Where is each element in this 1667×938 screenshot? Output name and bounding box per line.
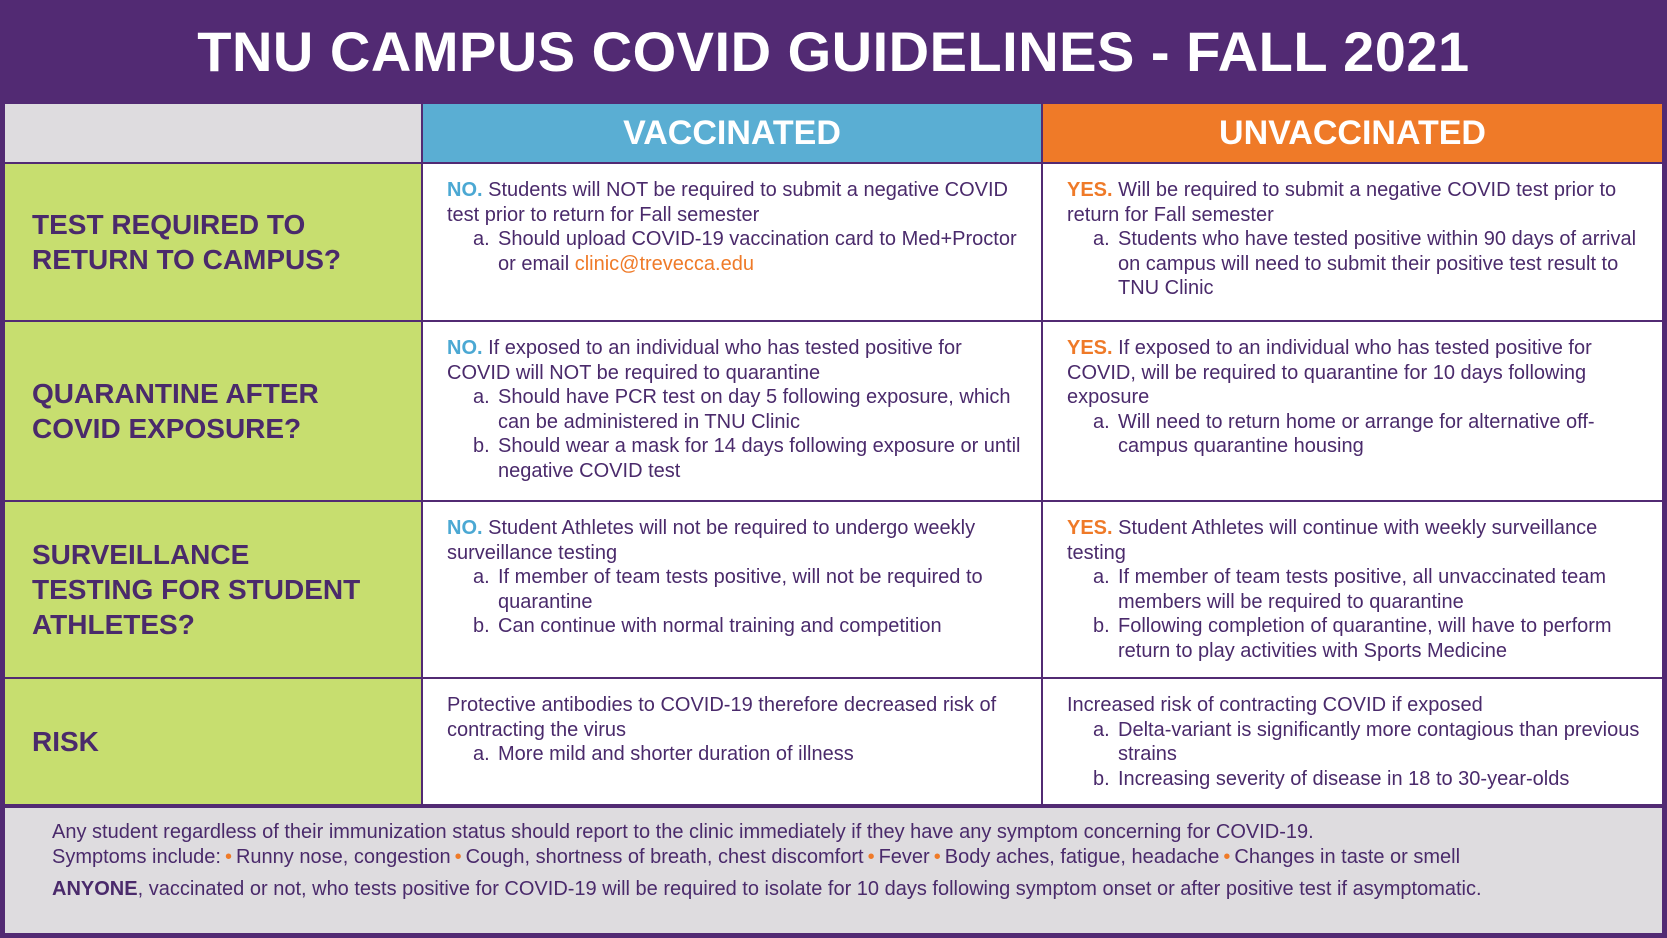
vaccinated-cell-quarantine xyxy=(423,322,1043,502)
vaccinated-cell-test-required xyxy=(423,164,1043,322)
list-text xyxy=(498,742,1029,767)
row-label-quarantine: QUARANTINE AFTER COVID EXPOSURE? xyxy=(5,322,423,502)
clinic-email-link[interactable]: clinic@trevecca.edu xyxy=(574,252,754,275)
yes-answer: YES. xyxy=(1067,517,1113,539)
cell-summary xyxy=(1067,178,1650,227)
symptoms-label: Symptoms include: xyxy=(52,846,221,868)
no-answer: NO. xyxy=(447,337,483,359)
list-item xyxy=(1067,565,1650,614)
unvaccinated-header: UNVACCINATED xyxy=(1043,104,1662,164)
summary-text: Students will NOT be required to submit a negative COVID test prior to return for Fall semester xyxy=(447,179,1008,226)
footer-clinic-notice: Any student regardless of their immunization status should report to the clinic immediately if they have any symptom concerning for COVID-19. xyxy=(52,821,1314,843)
list-item xyxy=(1067,614,1650,663)
unvaccinated-cell-surveillance xyxy=(1043,502,1662,679)
list-item xyxy=(447,565,1029,614)
list-text xyxy=(1118,565,1650,614)
list-marker: b. xyxy=(1093,767,1110,790)
summary-text: If exposed to an individual who has tested positive for COVID will NOT be required to quarantine xyxy=(447,337,962,384)
yes-answer: YES. xyxy=(1067,337,1113,359)
list-text xyxy=(498,385,1029,434)
sub-items xyxy=(1067,565,1650,663)
list-text xyxy=(1118,410,1650,459)
list-text-body: Students who have tested positive within 90 days of arrival on campus will need to submit their positive test result to TNU Clinic xyxy=(1118,228,1637,299)
sub-items xyxy=(1067,410,1650,459)
bullet-dot-icon: • xyxy=(867,846,875,868)
list-marker: a. xyxy=(1093,566,1110,588)
summary-text: Student Athletes will not be required to undergo weekly surveillance testing xyxy=(447,517,976,564)
list-text-body: Increasing severity of disease in 18 to 30-year-olds xyxy=(1118,767,1570,790)
no-answer: NO. xyxy=(447,517,483,539)
list-item xyxy=(1067,410,1650,459)
header-blank-cell xyxy=(5,104,423,164)
list-marker: a. xyxy=(473,228,490,250)
list-text-body: Can continue with normal training and competition xyxy=(498,615,942,637)
list-text-body: Should upload COVID-19 vaccination card to Med+Proctor or email xyxy=(498,228,1017,275)
vaccinated-cell-risk xyxy=(423,679,1043,806)
cell-summary xyxy=(447,336,1029,385)
list-text xyxy=(498,565,1029,614)
cell-summary xyxy=(1067,693,1650,718)
list-text xyxy=(498,227,1029,276)
list-text-body: If member of team tests positive, will not be required to quarantine xyxy=(498,566,983,613)
symptom-item: Changes in taste or smell xyxy=(1234,846,1461,868)
yes-answer: YES. xyxy=(1067,179,1113,201)
list-item xyxy=(447,614,1029,639)
no-answer: NO. xyxy=(447,179,483,201)
summary-text: If exposed to an individual who has tested positive for COVID, will be required to quarantine for 10 days following exposure xyxy=(1067,337,1592,408)
list-text-body: More mild and shorter duration of illness xyxy=(498,743,854,765)
vaccinated-cell-surveillance xyxy=(423,502,1043,679)
bullet-dot-icon: • xyxy=(454,846,462,868)
cell-summary xyxy=(447,178,1029,227)
bullet-dot-icon: • xyxy=(933,846,941,868)
footer-notice xyxy=(5,808,1662,933)
list-text-body: If member of team tests positive, all unvaccinated team members will be required to quarantine xyxy=(1118,566,1606,613)
list-text xyxy=(1118,767,1650,792)
list-marker: a. xyxy=(473,743,490,765)
list-item xyxy=(447,434,1029,483)
page-title: TNU CAMPUS COVID GUIDELINES - FALL 2021 xyxy=(197,19,1470,83)
list-marker: a. xyxy=(473,386,490,408)
anyone-emphasis: ANYONE xyxy=(52,878,138,900)
sub-items xyxy=(1067,227,1650,301)
symptom-item: Body aches, fatigue, headache xyxy=(944,846,1220,868)
unvaccinated-cell-risk xyxy=(1043,679,1662,806)
summary-text: Will be required to submit a negative COVID test prior to return for Fall semester xyxy=(1067,179,1617,226)
list-marker: a. xyxy=(473,566,490,588)
list-text-body: Should have PCR test on day 5 following exposure, which can be administered in TNU Clinic xyxy=(498,386,1011,433)
sub-items xyxy=(1067,718,1650,792)
sub-items xyxy=(447,227,1029,276)
list-text-body: Will need to return home or arrange for alternative off-campus quarantine housing xyxy=(1118,410,1595,457)
list-text xyxy=(498,614,1029,639)
unvaccinated-cell-test-required xyxy=(1043,164,1662,322)
cell-summary xyxy=(447,516,1029,565)
list-text xyxy=(498,434,1029,483)
bullet-dot-icon: • xyxy=(224,846,232,868)
sub-items xyxy=(447,385,1029,483)
row-label-test-required: TEST REQUIRED TO RETURN TO CAMPUS? xyxy=(5,164,423,322)
list-item xyxy=(1067,227,1650,301)
list-item xyxy=(447,742,1029,767)
summary-text: Protective antibodies to COVID-19 therefore decreased risk of contracting the virus xyxy=(447,694,997,741)
summary-text: Increased risk of contracting COVID if exposed xyxy=(1067,694,1483,716)
sub-items xyxy=(447,742,1029,767)
list-item xyxy=(1067,718,1650,767)
symptom-item: Runny nose, congestion xyxy=(235,846,451,868)
list-marker: a. xyxy=(1093,410,1110,433)
list-marker: a. xyxy=(1093,718,1110,741)
isolation-text: , vaccinated or not, who tests positive for COVID-19 will be required to isolate for 10 days following symptom onset or after positive test if asymptomatic. xyxy=(137,878,1482,900)
list-item xyxy=(1067,767,1650,792)
list-marker: b. xyxy=(473,615,490,637)
list-marker: b. xyxy=(473,435,490,457)
summary-text: Student Athletes will continue with weekly surveillance testing xyxy=(1067,517,1598,564)
unvaccinated-cell-quarantine xyxy=(1043,322,1662,502)
list-item xyxy=(447,385,1029,434)
cell-summary xyxy=(1067,516,1650,565)
footer-symptoms xyxy=(52,845,1662,870)
list-text xyxy=(1118,718,1650,767)
list-marker: a. xyxy=(1093,228,1110,250)
list-text-body: Delta-variant is significantly more contagious than previous strains xyxy=(1118,718,1640,765)
list-text-body: Should wear a mask for 14 days following exposure or until negative COVID test xyxy=(498,435,1021,482)
row-label-surveillance: SURVEILLANCE TESTING FOR STUDENT ATHLETES? xyxy=(5,502,423,679)
vaccinated-header: VACCINATED xyxy=(423,104,1043,164)
cell-summary xyxy=(1067,336,1650,410)
list-marker: b. xyxy=(1093,615,1110,637)
footer-isolation-notice xyxy=(52,877,1662,902)
list-item xyxy=(447,227,1029,276)
list-text-body: Following completion of quarantine, will have to perform return to play activities with Sports Medicine xyxy=(1118,615,1612,662)
symptom-item: Cough, shortness of breath, chest discomfort xyxy=(465,846,864,868)
list-text xyxy=(1118,227,1650,301)
symptom-item: Fever xyxy=(878,846,930,868)
cell-summary xyxy=(447,693,1029,742)
bullet-dot-icon: • xyxy=(1223,846,1231,868)
guidelines-table xyxy=(5,104,1662,806)
list-text xyxy=(1118,614,1650,663)
sub-items xyxy=(447,565,1029,639)
row-label-risk: RISK xyxy=(5,679,423,806)
